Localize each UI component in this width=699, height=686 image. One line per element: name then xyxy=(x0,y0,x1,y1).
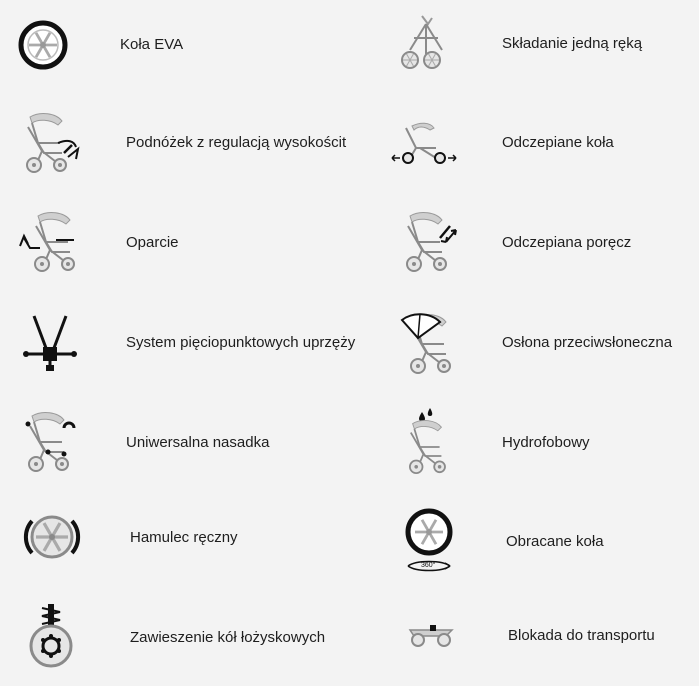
feature-label: Obracane koła xyxy=(506,533,604,550)
feature-label: Hydrofobowy xyxy=(502,434,590,451)
feature-label: Podnóżek z regulacją wysokościt xyxy=(126,134,347,151)
adjustable-footrest-icon xyxy=(16,113,80,177)
feature-label: Odczepiana poręcz xyxy=(502,234,632,251)
feature-label: System pięciopunktowych uprzęży xyxy=(126,334,356,351)
water-repellent-icon xyxy=(398,408,462,476)
feature-label: Osłona przeciwsłoneczna xyxy=(502,334,673,351)
bearing-suspension-icon xyxy=(26,604,76,670)
universal-adapter-icon xyxy=(18,412,82,476)
feature-label: Odczepiane koła xyxy=(502,134,614,151)
feature-label: Zawieszenie kół łożyskowych xyxy=(130,629,326,646)
detachable-bumper-bar-icon xyxy=(396,212,460,276)
hand-brake-icon xyxy=(22,512,82,562)
feature-label: Oparcie xyxy=(126,234,179,251)
five-point-harness-icon xyxy=(22,312,78,372)
feature-label: Koła EVA xyxy=(120,36,184,53)
sun-canopy-icon xyxy=(396,310,460,374)
backrest-icon xyxy=(16,212,80,276)
feature-label: Blokada do transportu xyxy=(508,627,655,644)
feature-label: Składanie jedną ręką xyxy=(502,35,643,52)
detachable-wheels-icon xyxy=(390,120,460,170)
swivel-badge: 360° xyxy=(421,562,436,569)
eva-wheel-icon xyxy=(18,20,68,70)
one-hand-fold-icon xyxy=(396,14,456,74)
transport-lock-icon xyxy=(406,620,456,650)
feature-label: Uniwersalna nasadka xyxy=(126,434,270,451)
feature-label: Hamulec ręczny xyxy=(130,529,238,546)
